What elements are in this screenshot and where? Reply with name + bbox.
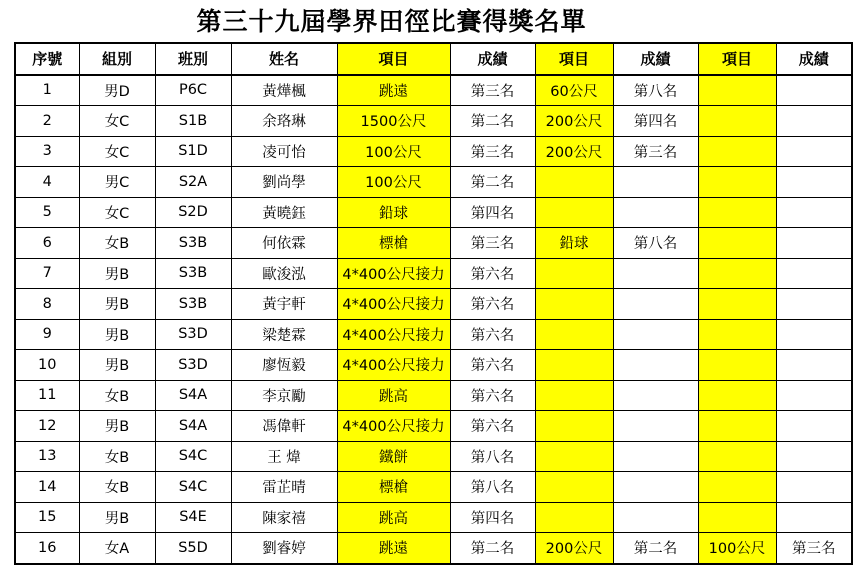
cell-group: 女B [79, 380, 155, 411]
cell-event-3 [698, 289, 776, 320]
table-header-row [15, 43, 852, 75]
cell-name: 馮偉軒 [231, 411, 337, 442]
cell-sequence: 3 [15, 136, 79, 167]
cell-group: 男B [79, 411, 155, 442]
cell-result-1: 第六名 [450, 289, 535, 320]
cell-event-3 [698, 472, 776, 503]
cell-event-1: 鉛球 [337, 197, 450, 228]
cell-result-1: 第八名 [450, 472, 535, 503]
cell-name: 歐浚泓 [231, 258, 337, 289]
cell-event-1: 鐵餅 [337, 441, 450, 472]
cell-group: 女B [79, 441, 155, 472]
column-header-class: 班別 [155, 43, 231, 75]
cell-event-2 [535, 167, 613, 198]
cell-event-1: 跳遠 [337, 75, 450, 106]
column-header-name: 姓名 [231, 43, 337, 75]
cell-group: 男D [79, 75, 155, 106]
cell-sequence: 2 [15, 106, 79, 137]
cell-event-3 [698, 258, 776, 289]
cell-name: 何依霖 [231, 228, 337, 259]
cell-result-2 [613, 350, 698, 381]
cell-name: 黃曉鈺 [231, 197, 337, 228]
cell-class: S3D [155, 350, 231, 381]
cell-result-1: 第六名 [450, 258, 535, 289]
cell-class: S3B [155, 289, 231, 320]
table-row [15, 197, 852, 228]
cell-event-1: 1500公尺 [337, 106, 450, 137]
cell-name: 黃宇軒 [231, 289, 337, 320]
cell-class: S3B [155, 228, 231, 259]
cell-event-1: 4*400公尺接力 [337, 411, 450, 442]
cell-name: 廖恆毅 [231, 350, 337, 381]
cell-group: 女A [79, 533, 155, 564]
cell-group: 女C [79, 197, 155, 228]
cell-result-2: 第二名 [613, 533, 698, 564]
cell-event-3 [698, 75, 776, 106]
cell-result-1: 第六名 [450, 350, 535, 381]
cell-name: 劉睿婷 [231, 533, 337, 564]
cell-event-2: 鉛球 [535, 228, 613, 259]
cell-event-2 [535, 319, 613, 350]
cell-class: S4C [155, 472, 231, 503]
cell-class: S3B [155, 258, 231, 289]
cell-result-3 [776, 228, 852, 259]
cell-result-3 [776, 411, 852, 442]
cell-group: 男B [79, 502, 155, 533]
cell-result-1: 第二名 [450, 167, 535, 198]
table-row [15, 228, 852, 259]
cell-class: S1D [155, 136, 231, 167]
cell-result-3 [776, 441, 852, 472]
cell-group: 男C [79, 167, 155, 198]
cell-event-3 [698, 411, 776, 442]
cell-result-1: 第二名 [450, 533, 535, 564]
cell-event-2 [535, 502, 613, 533]
cell-event-1: 100公尺 [337, 136, 450, 167]
table-row [15, 167, 852, 198]
cell-sequence: 12 [15, 411, 79, 442]
cell-class: S2A [155, 167, 231, 198]
column-header-event-2: 項目 [535, 43, 613, 75]
cell-sequence: 7 [15, 258, 79, 289]
cell-class: S3D [155, 319, 231, 350]
cell-result-3 [776, 350, 852, 381]
cell-event-1: 4*400公尺接力 [337, 289, 450, 320]
cell-name: 雷芷晴 [231, 472, 337, 503]
cell-event-2: 200公尺 [535, 533, 613, 564]
cell-group: 男B [79, 319, 155, 350]
cell-result-1: 第三名 [450, 136, 535, 167]
cell-result-3 [776, 197, 852, 228]
cell-result-3 [776, 319, 852, 350]
cell-sequence: 5 [15, 197, 79, 228]
cell-sequence: 6 [15, 228, 79, 259]
table-header [15, 43, 852, 75]
cell-event-1: 跳高 [337, 502, 450, 533]
cell-class: S4A [155, 380, 231, 411]
cell-group: 女C [79, 106, 155, 137]
table-row [15, 441, 852, 472]
cell-result-1: 第六名 [450, 319, 535, 350]
table-row [15, 533, 852, 564]
cell-group: 男B [79, 258, 155, 289]
cell-event-2 [535, 350, 613, 381]
cell-class: S4E [155, 502, 231, 533]
cell-class: S2D [155, 197, 231, 228]
cell-result-3 [776, 258, 852, 289]
cell-group: 女C [79, 136, 155, 167]
cell-event-3 [698, 228, 776, 259]
cell-result-3 [776, 472, 852, 503]
cell-class: S4A [155, 411, 231, 442]
award-table [14, 42, 853, 565]
cell-class: S1B [155, 106, 231, 137]
cell-result-2 [613, 197, 698, 228]
cell-event-1: 4*400公尺接力 [337, 258, 450, 289]
table-row [15, 380, 852, 411]
cell-event-2 [535, 380, 613, 411]
cell-sequence: 15 [15, 502, 79, 533]
cell-result-1: 第六名 [450, 380, 535, 411]
cell-result-2 [613, 289, 698, 320]
table-body [15, 75, 852, 564]
cell-name: 凌可怡 [231, 136, 337, 167]
table-row [15, 472, 852, 503]
cell-name: 陳家禧 [231, 502, 337, 533]
column-header-result-3: 成績 [776, 43, 852, 75]
cell-result-2 [613, 472, 698, 503]
cell-sequence: 4 [15, 167, 79, 198]
cell-sequence: 9 [15, 319, 79, 350]
cell-event-2 [535, 472, 613, 503]
table-row [15, 411, 852, 442]
cell-class: S4C [155, 441, 231, 472]
cell-event-3 [698, 380, 776, 411]
table-row [15, 136, 852, 167]
cell-group: 女B [79, 472, 155, 503]
cell-class: S5D [155, 533, 231, 564]
cell-sequence: 1 [15, 75, 79, 106]
cell-event-3 [698, 106, 776, 137]
cell-result-1: 第三名 [450, 75, 535, 106]
cell-result-2 [613, 441, 698, 472]
cell-result-3 [776, 502, 852, 533]
column-header-result-2: 成績 [613, 43, 698, 75]
table-row [15, 289, 852, 320]
column-header-group: 組別 [79, 43, 155, 75]
cell-result-2 [613, 411, 698, 442]
cell-name: 余珞琳 [231, 106, 337, 137]
cell-event-3 [698, 441, 776, 472]
table-row [15, 350, 852, 381]
cell-event-1: 標槍 [337, 472, 450, 503]
cell-result-1: 第二名 [450, 106, 535, 137]
cell-result-3 [776, 136, 852, 167]
cell-name: 黃燁楓 [231, 75, 337, 106]
cell-result-3 [776, 167, 852, 198]
cell-event-2 [535, 258, 613, 289]
cell-event-3 [698, 502, 776, 533]
cell-sequence: 10 [15, 350, 79, 381]
cell-result-1: 第四名 [450, 502, 535, 533]
table-row [15, 319, 852, 350]
cell-result-3 [776, 380, 852, 411]
cell-event-2 [535, 197, 613, 228]
cell-event-3: 100公尺 [698, 533, 776, 564]
cell-event-3 [698, 197, 776, 228]
cell-group: 男B [79, 350, 155, 381]
cell-result-2: 第八名 [613, 228, 698, 259]
cell-event-1: 4*400公尺接力 [337, 350, 450, 381]
column-header-event-1: 項目 [337, 43, 450, 75]
table-row [15, 75, 852, 106]
cell-sequence: 8 [15, 289, 79, 320]
cell-result-2 [613, 167, 698, 198]
cell-event-2 [535, 411, 613, 442]
cell-sequence: 13 [15, 441, 79, 472]
cell-event-3 [698, 350, 776, 381]
cell-event-1: 4*400公尺接力 [337, 319, 450, 350]
column-header-sequence: 序號 [15, 43, 79, 75]
cell-group: 女B [79, 228, 155, 259]
cell-event-2 [535, 289, 613, 320]
cell-event-3 [698, 136, 776, 167]
cell-result-1: 第四名 [450, 197, 535, 228]
cell-result-2: 第八名 [613, 75, 698, 106]
cell-result-2 [613, 380, 698, 411]
cell-result-1: 第三名 [450, 228, 535, 259]
cell-event-2: 200公尺 [535, 136, 613, 167]
cell-result-2 [613, 258, 698, 289]
cell-event-1: 標槍 [337, 228, 450, 259]
page-title: 第三十九屆學界田徑比賽得獎名單 [196, 7, 587, 36]
cell-event-2: 200公尺 [535, 106, 613, 137]
cell-result-1: 第八名 [450, 441, 535, 472]
cell-event-1: 100公尺 [337, 167, 450, 198]
cell-name: 王 煒 [231, 441, 337, 472]
cell-event-1: 跳遠 [337, 533, 450, 564]
cell-sequence: 11 [15, 380, 79, 411]
cell-event-1: 跳高 [337, 380, 450, 411]
cell-class: P6C [155, 75, 231, 106]
award-table-container [0, 42, 836, 565]
cell-name: 劉尚學 [231, 167, 337, 198]
cell-sequence: 14 [15, 472, 79, 503]
cell-result-2 [613, 502, 698, 533]
cell-result-2 [613, 319, 698, 350]
cell-name: 李京勵 [231, 380, 337, 411]
cell-group: 男B [79, 289, 155, 320]
cell-result-3 [776, 75, 852, 106]
table-row [15, 106, 852, 137]
cell-event-3 [698, 319, 776, 350]
cell-result-3 [776, 106, 852, 137]
cell-name: 梁楚霖 [231, 319, 337, 350]
cell-result-2: 第三名 [613, 136, 698, 167]
table-row [15, 502, 852, 533]
cell-result-1: 第六名 [450, 411, 535, 442]
column-header-event-3: 項目 [698, 43, 776, 75]
cell-event-2: 60公尺 [535, 75, 613, 106]
table-row [15, 258, 852, 289]
cell-result-3 [776, 289, 852, 320]
column-header-result-1: 成績 [450, 43, 535, 75]
cell-event-3 [698, 167, 776, 198]
cell-result-3: 第三名 [776, 533, 852, 564]
cell-event-2 [535, 441, 613, 472]
cell-sequence: 16 [15, 533, 79, 564]
cell-result-2: 第四名 [613, 106, 698, 137]
